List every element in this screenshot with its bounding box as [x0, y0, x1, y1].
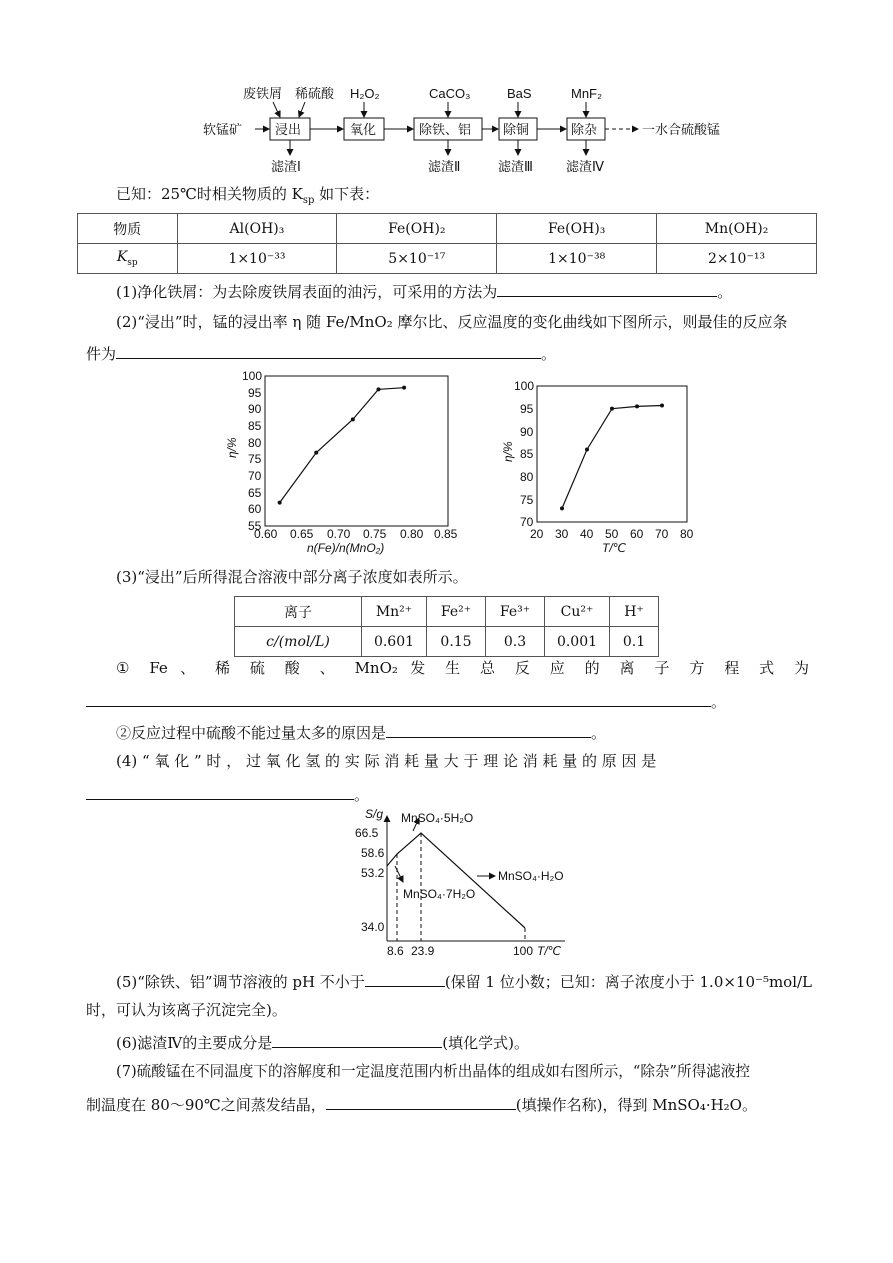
ion-table	[234, 596, 659, 657]
chart2-xtick: 50	[605, 527, 619, 541]
chart2-ytick: 100	[514, 379, 535, 393]
sol-xtick: 8.6	[387, 944, 404, 958]
ksp-row-1: 物质 Al(OH)₃ Fe(OH)₂ Fe(OH)₃ Mn(OH)₂	[78, 214, 817, 244]
chart-temperature	[500, 380, 700, 555]
chart1-ylabel: η/%	[225, 437, 239, 458]
sol-xlabel: T/℃	[537, 944, 562, 958]
chart1-ytick: 95	[248, 386, 262, 400]
chart1-ytick: 55	[248, 519, 262, 533]
question-7-line2: 制温度在 80～90℃之间蒸发结晶， (填操作名称)，得到 MnSO₄·H₂O。	[86, 1093, 757, 1115]
chart2-xtick: 60	[630, 527, 644, 541]
process-flow-diagram	[195, 80, 735, 180]
flow-step-3: 除铁、铝	[419, 122, 472, 137]
chart1-xtick: 0.60	[254, 527, 278, 541]
residue-1: 滤渣Ⅰ	[271, 159, 301, 174]
chart1-ytick: 65	[248, 486, 262, 500]
sol-ytick: 58.6	[361, 846, 385, 860]
flow-step-5: 除杂	[571, 122, 598, 137]
chart1-ytick: 100	[242, 369, 263, 383]
flow-step-2: 氧化	[350, 122, 377, 137]
chart2-ytick: 95	[520, 402, 534, 416]
chart2-data-point	[610, 407, 614, 411]
chart1-xtick: 0.65	[290, 527, 314, 541]
chart1-ytick: 70	[248, 469, 262, 483]
chart-fe-ratio	[222, 368, 458, 558]
flow-step-4: 除铜	[503, 122, 530, 137]
chart2-ytick: 90	[520, 425, 534, 439]
reagent-4: CaCO₃	[429, 86, 471, 101]
question-5-line2: 时，可认为该离子沉淀完全)。	[86, 1001, 287, 1019]
residue-2: 滤渣Ⅱ	[428, 159, 461, 174]
chart2-data-point	[635, 404, 639, 408]
flow-step-1: 浸出	[275, 122, 302, 137]
question-2-line2: 件为 。	[86, 342, 556, 364]
chart2-xtick: 40	[580, 527, 594, 541]
chart2-xtick: 20	[530, 527, 544, 541]
sol-xtick: 23.9	[411, 944, 435, 958]
residue-3: 滤渣Ⅲ	[498, 159, 533, 174]
question-6: (6)滤渣Ⅳ的主要成分是 (填化学式)。	[116, 1031, 529, 1053]
chart1-data-point	[376, 387, 380, 391]
reagent-3: H₂O₂	[350, 86, 380, 101]
chart2-data-point	[560, 506, 564, 510]
flow-end: 一水合硫酸锰	[642, 122, 721, 137]
chart2-xlabel: T/℃	[602, 541, 627, 555]
question-7-line1: (7)硫酸锰在不同温度下的溶解度和一定温度范围内析出晶体的组成如右图所示，“除杂”所得滤液控	[116, 1063, 750, 1080]
answer-blank-7[interactable]	[326, 1093, 516, 1110]
chart2-series-line	[562, 405, 662, 508]
question-1: (1)净化铁屑：为去除废铁屑表面的油污，可采用的方法为 。	[116, 280, 732, 302]
chart1-ytick: 85	[248, 419, 262, 433]
question-4: (4) “ 氧 化 ” 时 ， 过 氧 化 氢 的 实 际 消 耗 量 大 于 理 论 消 耗 量 的 原 因 是	[116, 752, 657, 770]
reagent-2: 稀硫酸	[295, 86, 335, 101]
answer-blank-6[interactable]	[272, 1031, 442, 1048]
chart1-data-point	[402, 386, 406, 390]
chart1-ytick: 80	[248, 436, 262, 450]
chart1-data-point	[314, 451, 318, 455]
chart2-xtick: 30	[555, 527, 569, 541]
question-5-line1: (5)“除铁、铝”调节溶液的 pH 不小于 (保留 1 位小数；已知：离子浓度小于 1.0×10⁻⁵mol/L	[116, 970, 812, 992]
question-4-answer: 。	[86, 783, 369, 805]
chart2-data-point	[660, 403, 664, 407]
question-3-1: ① Fe 、 稀 硫 酸 、 MnO₂ 发 生 总 反 应 的 离 子 方 程 式 为	[116, 659, 809, 677]
answer-blank-1[interactable]	[497, 280, 717, 297]
chart2-data-point	[585, 447, 589, 451]
chart1-xtick: 0.80	[400, 527, 424, 541]
chart1-ytick: 90	[248, 402, 262, 416]
question-3-2: ②反应过程中硫酸不能过量太多的原因是 。	[116, 721, 606, 743]
chart2-ytick: 70	[520, 515, 534, 529]
chart2-xtick: 70	[655, 527, 669, 541]
chart2-xtick: 80	[680, 527, 694, 541]
ksp-table	[77, 213, 817, 274]
chart2-ytick: 75	[520, 493, 534, 507]
sol-xtick: 100	[513, 944, 534, 958]
known-line: 已知：25℃时相关物质的 $K_{sp}$ 如下表：	[116, 185, 380, 206]
question-3: (3)“浸出”后所得混合溶液中部分离子浓度如表所示。	[116, 568, 468, 586]
sol-ytick: 53.2	[361, 866, 385, 880]
chart1-ytick: 60	[248, 502, 262, 516]
reagent-6: MnF₂	[571, 86, 603, 101]
chart1-series-line	[280, 388, 404, 503]
answer-blank-4[interactable]	[86, 783, 354, 800]
ksp-row-2: $K_{sp}$ 1×10⁻³³ 5×10⁻¹⁷ 1×10⁻³⁸ 2×10⁻¹³	[78, 244, 817, 274]
chart1-xtick: 0.70	[327, 527, 351, 541]
question-2-line1: (2)“浸出”时，锰的浸出率 η 随 Fe/MnO₂ 摩尔比、反应温度的变化曲线如下图所示，则最佳的反应条	[116, 313, 788, 331]
chart2-ytick: 85	[520, 447, 534, 461]
ion-row-1: 离子 Mn²⁺ Fe²⁺ Fe³⁺ Cu²⁺ H⁺	[235, 597, 659, 627]
chart1-xtick: 0.75	[363, 527, 387, 541]
chart2-ytick: 80	[520, 470, 534, 484]
solubility-chart	[355, 806, 585, 961]
chart1-ytick: 75	[248, 452, 262, 466]
answer-blank-3-2[interactable]	[386, 721, 591, 738]
residue-4: 滤渣Ⅳ	[566, 159, 604, 174]
answer-blank-5[interactable]	[365, 970, 445, 987]
chart2-ylabel: η/%	[501, 441, 515, 462]
answer-blank-2[interactable]	[116, 342, 541, 359]
sol-label-h2o: MnSO₄·H₂O	[498, 869, 564, 883]
answer-blank-3-1[interactable]	[86, 690, 711, 707]
sol-label-7h2o: MnSO₄·7H₂O	[403, 887, 476, 901]
question-3-1-answer: 。	[86, 690, 726, 712]
chart1-data-point	[351, 417, 355, 421]
sol-ylabel: S/g	[365, 807, 384, 821]
reagent-5: BaS	[507, 86, 532, 101]
chart1-xlabel: n(Fe)/n(MnO₂)	[307, 541, 385, 555]
sol-label-5h2o: MnSO₄·5H₂O	[401, 811, 474, 825]
reagent-1: 废铁屑	[243, 86, 283, 101]
sol-ytick: 34.0	[361, 920, 385, 934]
ion-row-2: c/(mol/L) 0.601 0.15 0.3 0.001 0.1	[235, 627, 659, 657]
chart1-data-point	[278, 501, 282, 505]
flow-start: 软锰矿	[203, 122, 243, 137]
chart1-xtick: 0.85	[434, 527, 458, 541]
sol-ytick: 66.5	[355, 826, 379, 840]
